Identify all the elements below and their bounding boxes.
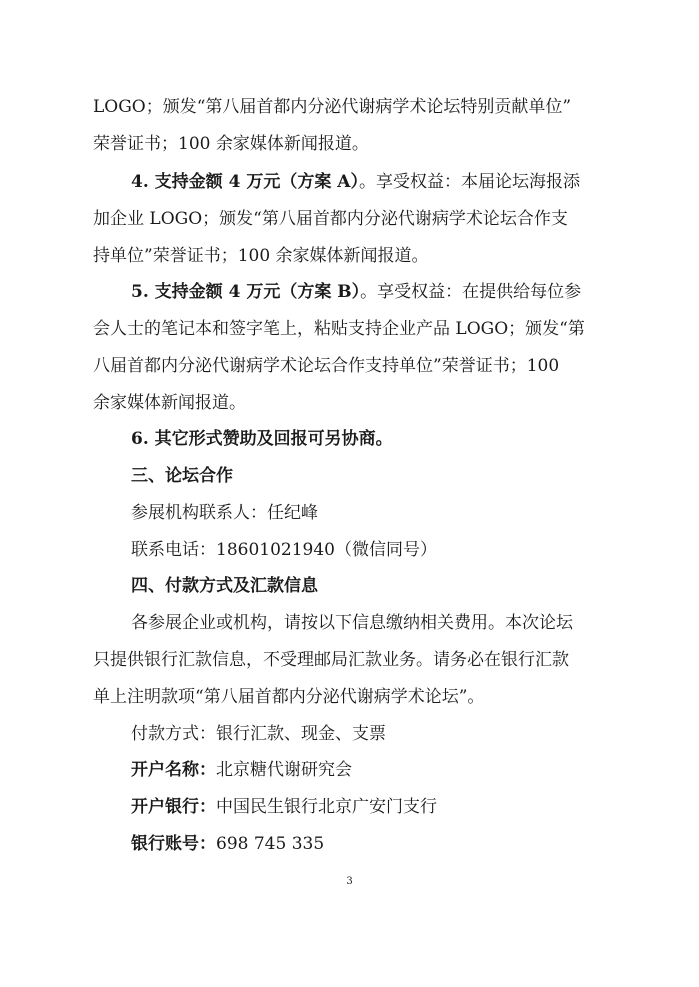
text-line: 加企业 LOGO；颁发“第八届首都内分泌代谢病学术论坛合作支	[93, 209, 568, 229]
account-name-value: 北京糖代谢研究会	[216, 760, 352, 780]
text-line: 持单位”荣誉证书；100 余家媒体新闻报道。	[93, 246, 429, 266]
item-5-text: 。享受权益：在提供给每位参	[360, 282, 582, 302]
section-heading-3: 三、论坛合作	[131, 466, 233, 486]
item-4-line	[131, 170, 580, 194]
text-line: 八届首都内分泌代谢病学术论坛合作支持单位”荣誉证书；100	[93, 356, 560, 376]
item-4-text: 。享受权益：本届论坛海报添	[358, 172, 580, 192]
section-heading-4: 四、付款方式及汇款信息	[131, 576, 318, 596]
account-name-label: 开户名称：	[131, 760, 216, 780]
account-number-value: 698 745 335	[216, 834, 325, 854]
bank-name-value: 中国民生银行北京广安门支行	[216, 797, 437, 817]
text-line: 只提供银行汇款信息，不受理邮局汇款业务。请务必在银行汇款	[93, 650, 569, 670]
contact-phone: 联系电话：18601021940（微信同号）	[131, 540, 437, 560]
bank-name-label: 开户银行：	[131, 797, 216, 817]
text-line: 会人士的笔记本和签字笔上，粘贴支持企业产品 LOGO；颁发“第	[93, 319, 585, 339]
item-5-heading: 5. 支持金额 4 万元（方案 B）	[131, 282, 361, 302]
account-number-line	[131, 832, 324, 856]
contact-person: 参展机构联系人：任纪峰	[131, 503, 318, 523]
account-name-line	[131, 758, 352, 782]
page-number: 3	[346, 876, 353, 887]
payment-method: 付款方式：银行汇款、现金、支票	[131, 724, 386, 744]
text-line: 荣誉证书；100 余家媒体新闻报道。	[93, 134, 369, 154]
item-4-heading: 4. 支持金额 4 万元（方案 A）	[131, 172, 359, 192]
text-line: 各参展企业或机构，请按以下信息缴纳相关费用。本次论坛	[131, 613, 573, 633]
text-line: 单上注明款项“第八届首都内分泌代谢病学术论坛”。	[93, 687, 485, 707]
text-line: 余家媒体新闻报道。	[93, 393, 246, 413]
item-5-line	[131, 280, 581, 304]
item-6-heading: 6. 其它形式赞助及回报可另协商。	[131, 429, 393, 449]
account-number-label: 银行账号：	[131, 834, 216, 854]
text-line: LOGO；颁发“第八届首都内分泌代谢病学术论坛特别贡献单位”	[93, 97, 572, 117]
bank-name-line	[131, 795, 437, 819]
